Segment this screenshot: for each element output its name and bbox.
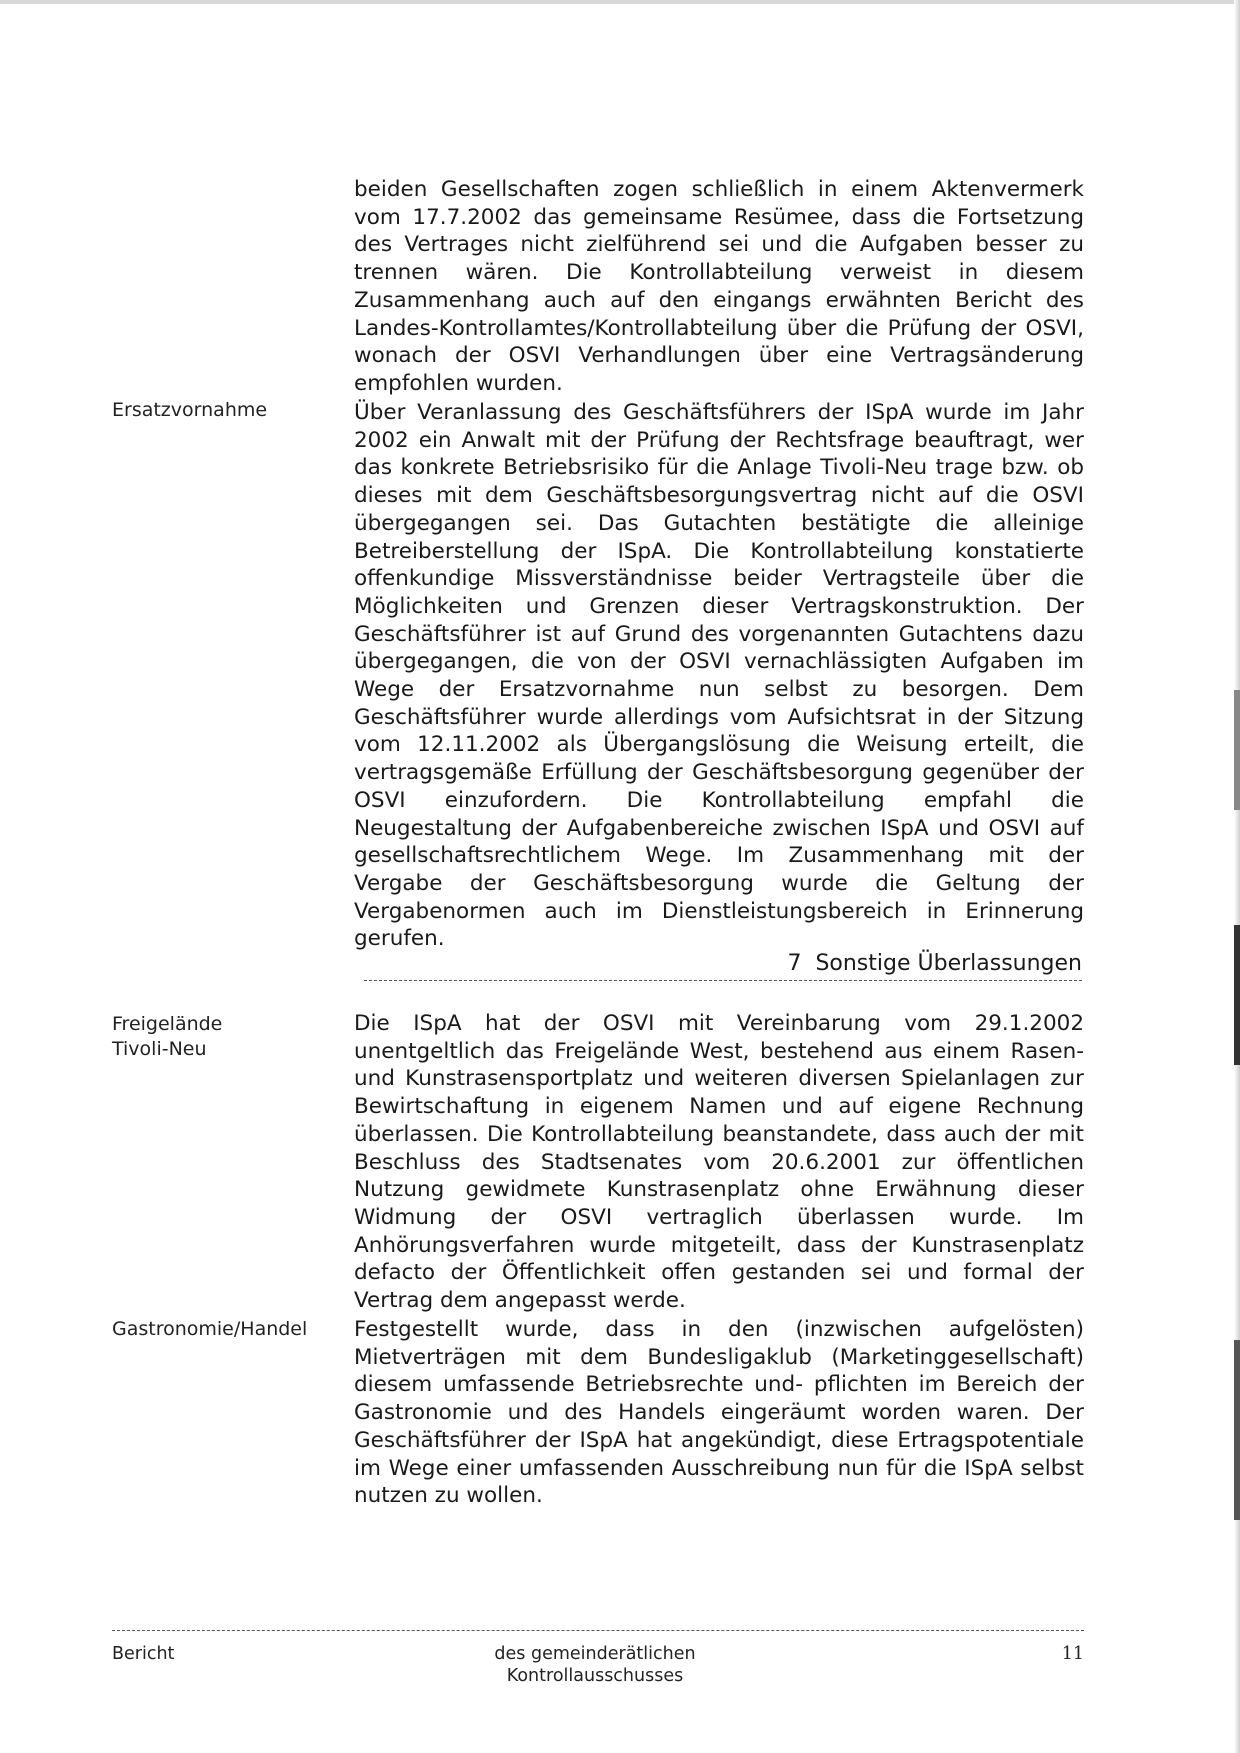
ersatzvornahme-paragraph: Über Veranlassung des Geschäftsführers der ISpA wurde im Jahr 2002 ein Anwalt mit der Prüfung der Rechtsfrage beauftragt, wer das konkrete Betriebsrisiko für die Anlage Tivoli-Neu trage bzw. ob dieses mit dem Geschäftsbesorgungsvertrag nicht auf die OSVI übergegangen sei. Das Gutachten bestätigte die alleinige Betreiberstellung der ISpA. Die Kontrollabteilung konstatierte offenkundige Missverständnisse beider Vertragsteile über die Möglichkeiten und Grenzen dieser Vertragskonstruktion. Der Geschäftsführer ist auf Grund des vorgenannten Gutachtens dazu übergegangen, die von der OSVI vernachlässigten Aufgaben im Wege der Ersatzvornahme nun selbst zu besorgen. Dem Geschäftsführer wurde allerdings vom Aufsichtsrat in der Sitzung vom 12.11.2002 als Übergangslösung die Weisung erteilt, die vertragsgemäße Erfüllung der Geschäftsbesorgung gegenüber der OSVI einzufordern. Die Kontrollabteilung empfahl die Neugestaltung der Aufgabenbereiche zwischen ISpA und OSVI auf gesellschaftsrechtlichem Wege. Im Zusammenhang mit der Vergabe der Geschäftsbesorgung wurde die Geltung der Vergabenormen auch im Dienstleistungsbereich in Erinnerung gerufen. <box>354 400 1084 952</box>
section-heading <box>700 950 1082 978</box>
scan-mark <box>1234 925 1240 1065</box>
section-number: 7 <box>787 951 802 976</box>
footer-left: Bericht <box>112 1644 175 1664</box>
margin-label-line: Tivoli-Neu <box>112 1038 207 1060</box>
margin-label-ersatzvornahme: Ersatzvornahme <box>112 399 268 421</box>
margin-label-freigelaende <box>112 1012 322 1062</box>
footer-center: des gemeinderätlichen Kontrollausschusses <box>494 1644 696 1686</box>
gastronomie-paragraph: Festgestellt wurde, dass in den (inzwischen aufgelösten) Mietverträgen mit dem Bundesligaklub (Marketinggesellschaft) diesem umfassende Betriebsrechte und- pflichten im Bereich der Gastronomie und des Handels eingeräumt worden waren. Der Geschäftsführer der ISpA hat angekündigt, diese Ertragspotentiale im Wege einer umfassenden Ausschreibung nun für die ISpA selbst nutzen zu wollen. <box>354 1317 1084 1509</box>
continuation-paragraph: beiden Gesellschaften zogen schließlich in einem Aktenvermerk vom 17.7.2002 das gemeinsame Resümee, dass die Fortsetzung des Vertrages nicht zielführend sei und die Aufgaben besser zu trennen wären. Die Kontrollabteilung verweist in diesem Zusammenhang auch auf den eingangs erwähnten Bericht des Landes-Kontrollamtes/Kontrollabteilung über die Prüfung der OSVI, wonach der OSVI Verhandlungen über eine Vertragsänderung empfohlen wurden. <box>354 177 1084 396</box>
scan-edge-top <box>0 0 1240 4</box>
section-divider <box>364 980 1082 981</box>
scan-mark <box>1234 1340 1240 1520</box>
margin-label-gastronomie: Gastronomie/Handel <box>112 1318 308 1340</box>
section-title: Sonstige Überlassungen <box>815 951 1082 976</box>
scan-mark <box>1234 690 1240 810</box>
page-number: 11 <box>1061 1644 1084 1664</box>
margin-label-line: Freigelände <box>112 1013 223 1035</box>
footer-divider <box>112 1630 1084 1631</box>
freigelaende-paragraph: Die ISpA hat der OSVI mit Vereinbarung vom 29.1.2002 unentgeltlich das Freigelände West, bestehend aus einem Rasen- und Kunstrasensportplatz und weiteren diversen Spielanlagen zur Bewirtschaftung in eigenem Namen und auf eigene Rechnung überlassen. Die Kontrollabteilung beanstandete, dass auch der mit Beschluss des Stadtsenates vom 20.6.2001 zur öffentlichen Nutzung gewidmete Kunstrasenplatz ohne Erwähnung dieser Widmung der OSVI vertraglich überlassen wurde. Im Anhörungsverfahren wurde mitgeteilt, dass der Kunstrasenplatz defacto der Öffentlichkeit offen gestanden sei und formal der Vertrag dem angepasst werde. <box>354 1011 1084 1314</box>
